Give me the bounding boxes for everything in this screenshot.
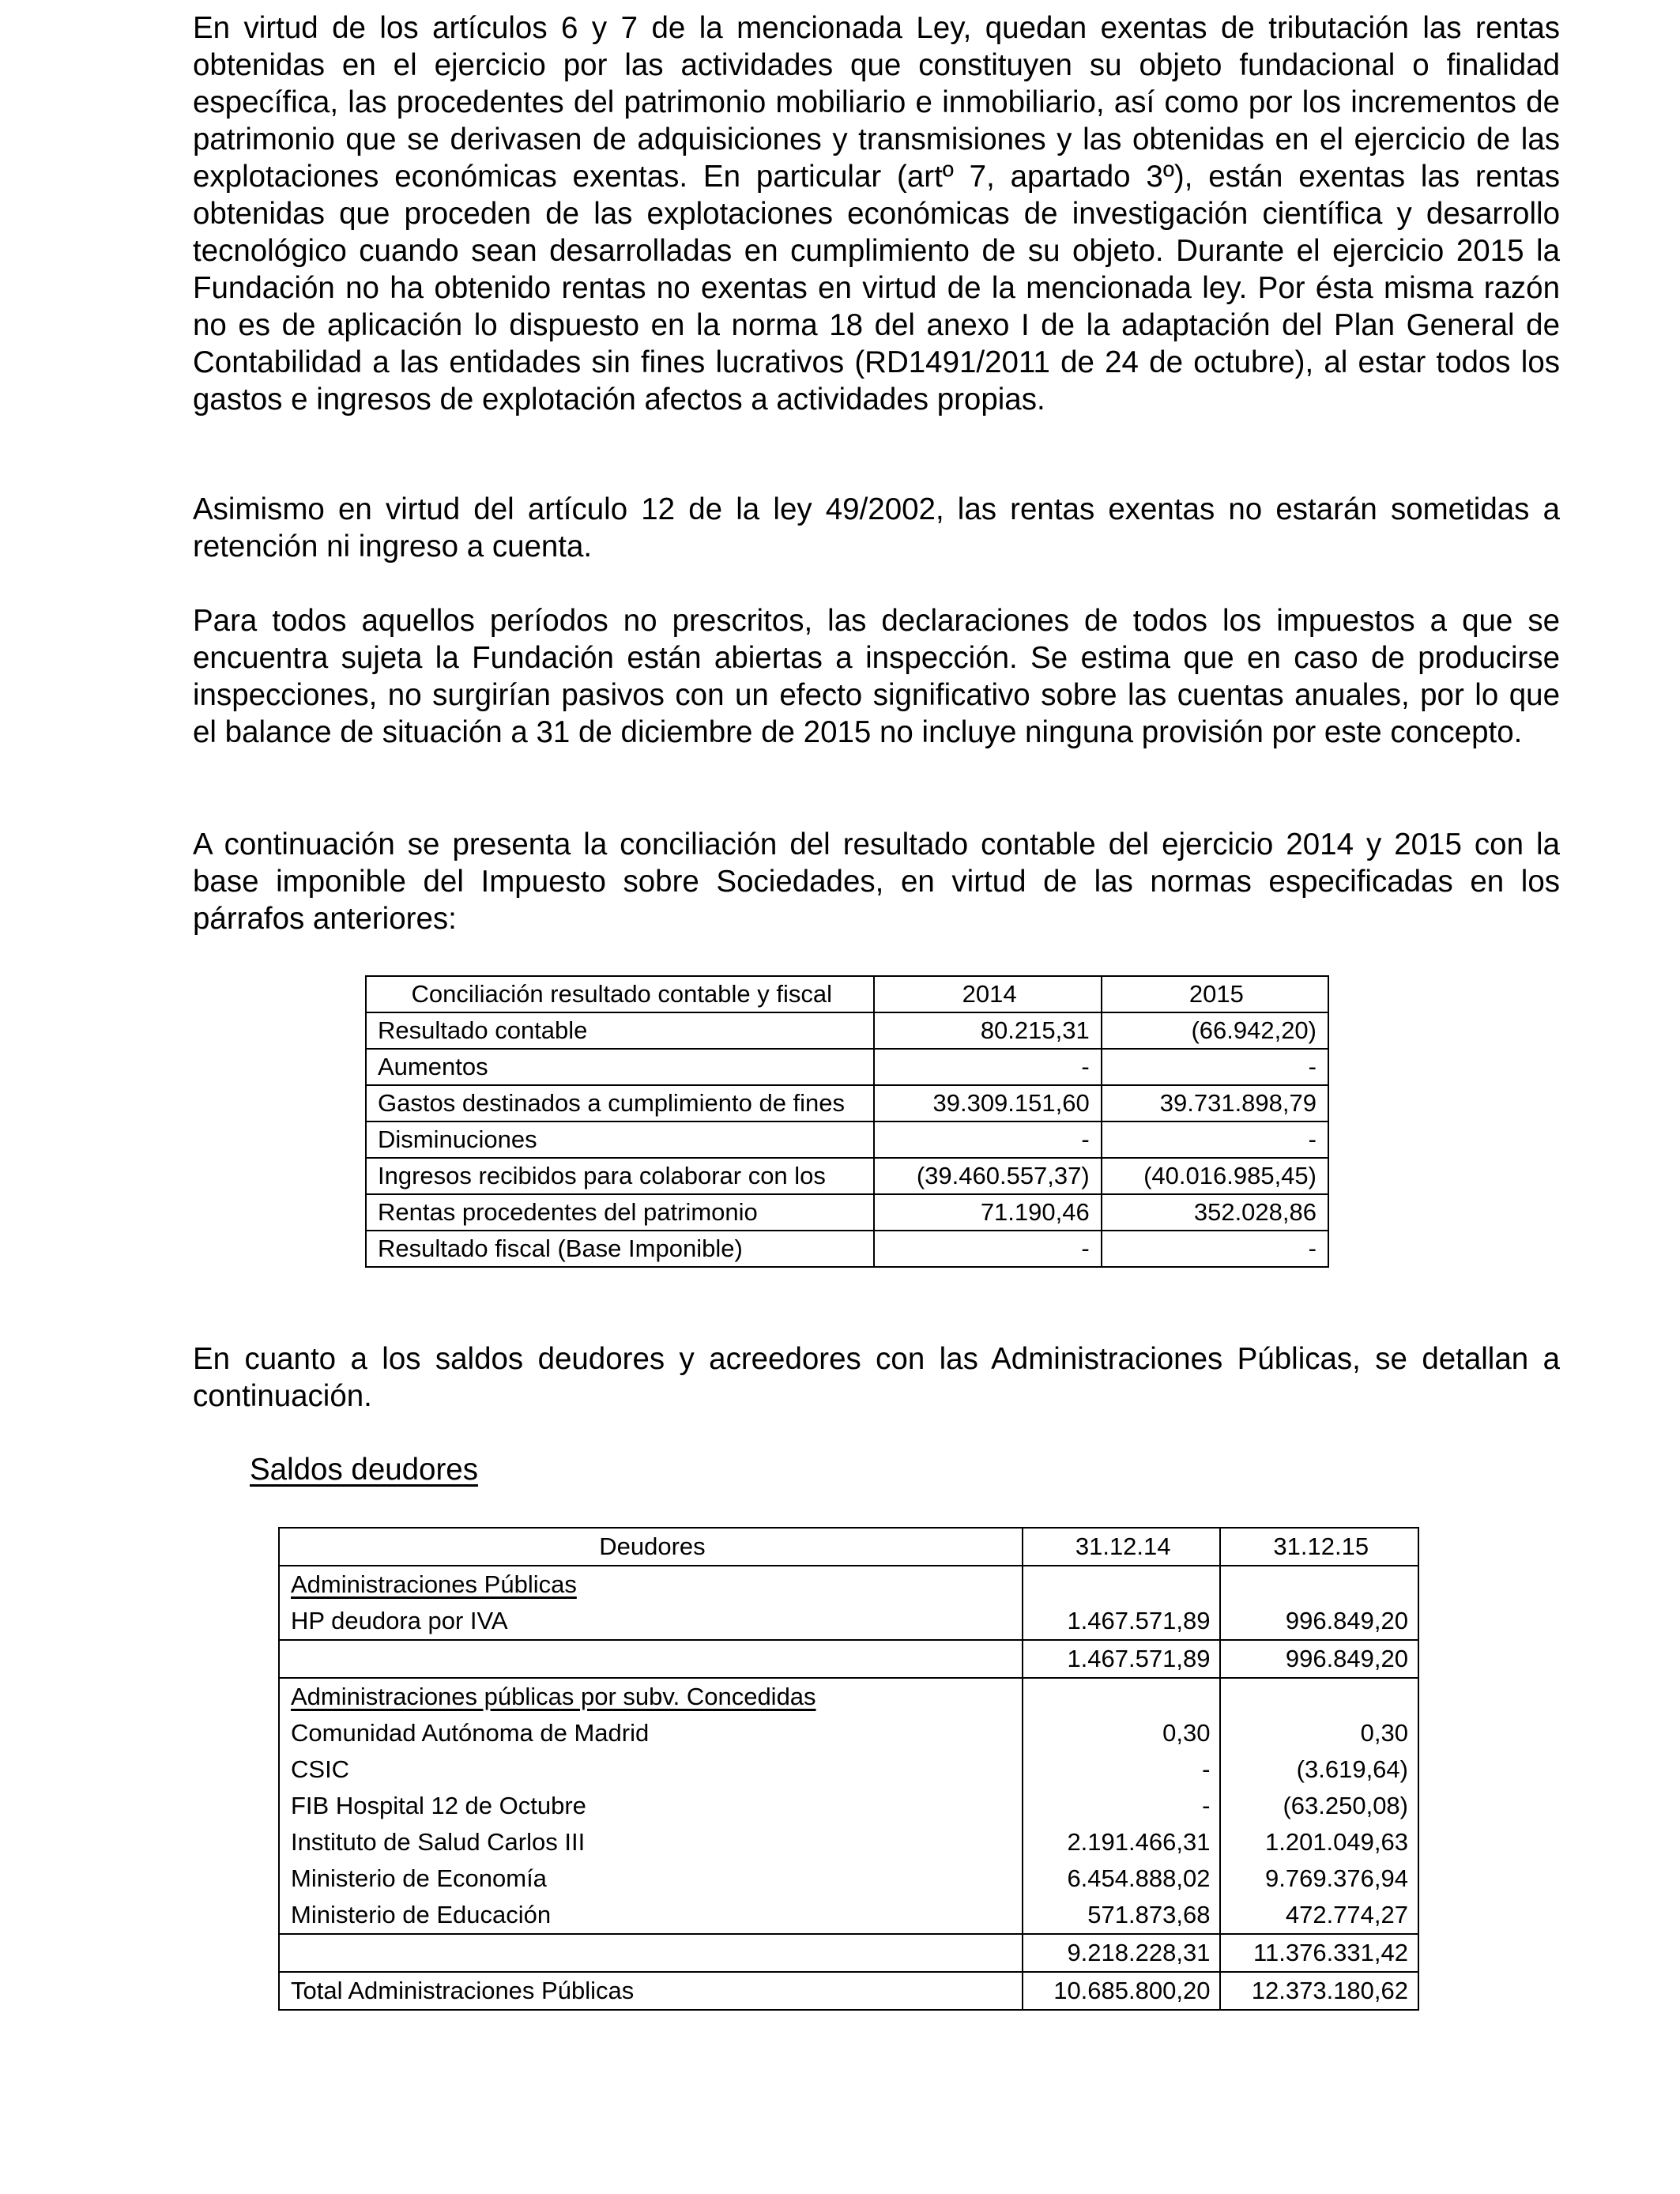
table-header-row bbox=[279, 1528, 1418, 1566]
value-31-12-14: 571.873,68 bbox=[1023, 1897, 1221, 1934]
row-label: Comunidad Autónoma de Madrid bbox=[279, 1715, 1023, 1751]
table-row bbox=[279, 1751, 1418, 1788]
value-31-12-15: 9.769.376,94 bbox=[1220, 1860, 1418, 1897]
value-2015: 352.028,86 bbox=[1102, 1194, 1328, 1231]
value-2014: 71.190,46 bbox=[874, 1194, 1101, 1231]
subtotal-31-12-14: 9.218.228,31 bbox=[1023, 1934, 1221, 1972]
table-row bbox=[279, 1788, 1418, 1824]
table-row bbox=[279, 1603, 1418, 1640]
section-title-administraciones: Administraciones Públicas bbox=[279, 1566, 1023, 1603]
total-row bbox=[279, 1972, 1418, 2010]
value-2014: (39.460.557,37) bbox=[874, 1158, 1101, 1194]
table-row bbox=[366, 1012, 1328, 1049]
table-row bbox=[366, 1194, 1328, 1231]
value-31-12-15: (63.250,08) bbox=[1220, 1788, 1418, 1824]
table-row bbox=[279, 1824, 1418, 1860]
table-row bbox=[279, 1860, 1418, 1897]
value-31-12-15: 996.849,20 bbox=[1220, 1603, 1418, 1640]
paragraph-inspeccion: Para todos aquellos períodos no prescritos, las declaraciones de todos los impuestos a que se encuentra sujeta la Fundación están abiertas a inspección. Se estima que en caso de producirse inspecciones, no surgirían pasivos con un efecto significativo sobre las cuentas anuales, por lo que el balance de situación a 31 de diciembre de 2015 no incluye ninguna provisión por este concepto. bbox=[193, 604, 1560, 749]
paragraph-conciliacion-intro: A continuación se presenta la conciliación del resultado contable del ejercicio 2014 y 2015 con la base imponible del Impuesto sobre Sociedades, en virtud de las normas especificadas en los párrafos anteriores: bbox=[193, 827, 1560, 936]
row-label: Aumentos bbox=[366, 1049, 874, 1085]
row-label: Disminuciones bbox=[366, 1122, 874, 1158]
row-label: HP deudora por IVA bbox=[279, 1603, 1023, 1640]
empty-cell bbox=[279, 1640, 1023, 1678]
value-31-12-14: - bbox=[1023, 1788, 1221, 1824]
saldos-deudores-heading: Saldos deudores bbox=[250, 1453, 478, 1487]
table-row bbox=[366, 1122, 1328, 1158]
value-31-12-14: 2.191.466,31 bbox=[1023, 1824, 1221, 1860]
value-31-12-14: 0,30 bbox=[1023, 1715, 1221, 1751]
empty-cell bbox=[1023, 1566, 1221, 1603]
empty-cell bbox=[1023, 1678, 1221, 1715]
row-label: Ministerio de Educación bbox=[279, 1897, 1023, 1934]
table-row bbox=[366, 1049, 1328, 1085]
paragraph-retencion: Asimismo en virtud del artículo 12 de la ley 49/2002, las rentas exentas no estarán sometidas a retención ni ingreso a cuenta. bbox=[193, 492, 1560, 564]
value-31-12-15: (3.619,64) bbox=[1220, 1751, 1418, 1788]
empty-cell bbox=[1220, 1566, 1418, 1603]
value-2014: - bbox=[874, 1231, 1101, 1267]
conciliacion-table bbox=[365, 975, 1329, 1268]
table-row bbox=[366, 1158, 1328, 1194]
value-2015: - bbox=[1102, 1049, 1328, 1085]
value-2015: - bbox=[1102, 1122, 1328, 1158]
header-31-12-14: 31.12.14 bbox=[1023, 1528, 1221, 1566]
row-label: Ministerio de Economía bbox=[279, 1860, 1023, 1897]
header-31-12-15: 31.12.15 bbox=[1220, 1528, 1418, 1566]
total-label: Total Administraciones Públicas bbox=[279, 1972, 1023, 2010]
value-2015: - bbox=[1102, 1231, 1328, 1267]
subtotal-31-12-15: 996.849,20 bbox=[1220, 1640, 1418, 1678]
section-title-row bbox=[279, 1566, 1418, 1603]
header-concepto: Conciliación resultado contable y fiscal bbox=[366, 976, 874, 1012]
value-2015: (66.942,20) bbox=[1102, 1012, 1328, 1049]
section-title-subvenciones: Administraciones públicas por subv. Concedidas bbox=[279, 1678, 1023, 1715]
subtotal-row bbox=[279, 1934, 1418, 1972]
value-2015: 39.731.898,79 bbox=[1102, 1085, 1328, 1122]
header-2014: 2014 bbox=[874, 976, 1101, 1012]
value-31-12-14: - bbox=[1023, 1751, 1221, 1788]
table-row bbox=[366, 1085, 1328, 1122]
table-row bbox=[366, 1231, 1328, 1267]
row-label: Ingresos recibidos para colaborar con los bbox=[366, 1158, 874, 1194]
subtotal-31-12-14: 1.467.571,89 bbox=[1023, 1640, 1221, 1678]
table-row bbox=[279, 1897, 1418, 1934]
row-label: Gastos destinados a cumplimiento de fines bbox=[366, 1085, 874, 1122]
total-31-12-15: 12.373.180,62 bbox=[1220, 1972, 1418, 2010]
row-label: FIB Hospital 12 de Octubre bbox=[279, 1788, 1023, 1824]
value-31-12-15: 0,30 bbox=[1220, 1715, 1418, 1751]
header-2015: 2015 bbox=[1102, 976, 1328, 1012]
value-31-12-14: 6.454.888,02 bbox=[1023, 1860, 1221, 1897]
paragraph-exenciones: En virtud de los artículos 6 y 7 de la mencionada Ley, quedan exentas de tributación las rentas obtenidas en el ejercicio por las actividades que constituyen su objeto fundacional o finalidad específica, las procedentes del patrimonio mobiliario e inmobiliario, así como por los incrementos de patrimonio que se derivasen de adquisiciones y transmisiones y las obtenidas en el ejercicio de las explotaciones económicas exentas. En particular (artº 7, apartado 3º), están exentas las rentas obtenidas que proceden de las explotaciones económicas de investigación científica y desarrollo tecnológico cuando sean desarrolladas en cumplimiento de su objeto. Durante el ejercicio 2015 la Fundación no ha obtenido rentas no exentas en virtud de la mencionada ley. Por ésta misma razón no es de aplicación lo dispuesto en la norma 18 del anexo I de la adaptación del Plan General de Contabilidad a las entidades sin fines lucrativos (RD1491/2011 de 24 de octubre), al estar todos los gastos e ingresos de explotación afectos a actividades propias. bbox=[193, 11, 1560, 417]
row-label: Resultado contable bbox=[366, 1012, 874, 1049]
saldos-deudores-table bbox=[278, 1527, 1419, 2011]
value-2014: - bbox=[874, 1122, 1101, 1158]
empty-cell bbox=[279, 1934, 1023, 1972]
row-label: CSIC bbox=[279, 1751, 1023, 1788]
subtotal-31-12-15: 11.376.331,42 bbox=[1220, 1934, 1418, 1972]
empty-cell bbox=[1220, 1678, 1418, 1715]
section-title-row bbox=[279, 1678, 1418, 1715]
row-label: Instituto de Salud Carlos III bbox=[279, 1824, 1023, 1860]
table-header-row bbox=[366, 976, 1328, 1012]
value-2014: 80.215,31 bbox=[874, 1012, 1101, 1049]
value-2014: - bbox=[874, 1049, 1101, 1085]
value-2015: (40.016.985,45) bbox=[1102, 1158, 1328, 1194]
value-31-12-15: 472.774,27 bbox=[1220, 1897, 1418, 1934]
paragraph-saldos-intro: En cuanto a los saldos deudores y acreedores con las Administraciones Públicas, se detallan a continuación. bbox=[193, 1342, 1560, 1413]
header-deudores: Deudores bbox=[279, 1528, 1023, 1566]
value-31-12-15: 1.201.049,63 bbox=[1220, 1824, 1418, 1860]
table-row bbox=[279, 1715, 1418, 1751]
value-2014: 39.309.151,60 bbox=[874, 1085, 1101, 1122]
row-label: Rentas procedentes del patrimonio bbox=[366, 1194, 874, 1231]
value-31-12-14: 1.467.571,89 bbox=[1023, 1603, 1221, 1640]
subtotal-row bbox=[279, 1640, 1418, 1678]
total-31-12-14: 10.685.800,20 bbox=[1023, 1972, 1221, 2010]
row-label: Resultado fiscal (Base Imponible) bbox=[366, 1231, 874, 1267]
